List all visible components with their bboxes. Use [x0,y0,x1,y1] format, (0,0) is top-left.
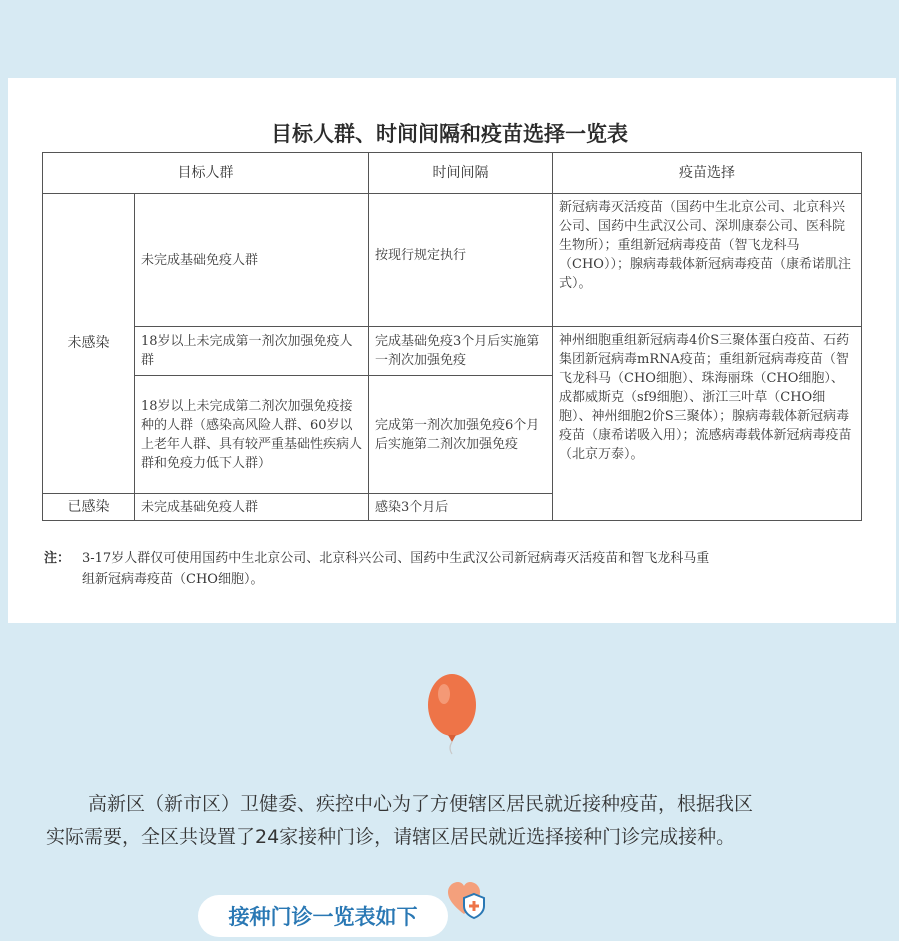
table-title: 目标人群、时间间隔和疫苗选择一览表 [271,121,628,146]
interval-text: 完成第一剂次加强免疫6个月后实施第二剂次加强免疫 [375,417,540,452]
interval-text: 感染3个月后 [375,499,449,515]
header-interval: 时间间隔 [368,152,553,194]
interval-text: 完成基础免疫3个月后实施第一剂次加强免疫 [375,334,540,368]
vaccine-cell [552,193,862,327]
intro-paragraph [46,788,866,854]
group-text: 未完成基础免疫人群 [141,252,259,268]
group-text: 18岁以上未完成第一剂次加强免疫人群 [141,334,353,368]
header-vaccine: 疫苗选择 [552,152,862,194]
vaccine-cell [552,326,862,521]
clinic-list-heading [198,895,448,937]
note-line-1 [44,548,864,569]
note-label: 注： [44,551,71,566]
note-line-2: 组新冠病毒疫苗（CHO细胞）。 [82,572,264,587]
vaccine-text: 新冠病毒灭活疫苗（国药中生北京公司、北京科兴公司、国药中生武汉公司、深圳康泰公司、医科院生物所）；重组新冠病毒疫苗（智飞龙科马（CHO））；腺病毒载体新冠病毒疫苗（康希诺肌注式）。 [559,200,851,291]
group-text: 18岁以上未完成第二剂次加强免疫接种的人群（感染高风险人群、60岁以上老年人群、具有较严重基础性疾病人群和免疫力低下人群） [141,398,363,471]
interval-text: 按现行规定执行 [375,248,467,263]
group-cell [134,375,369,494]
table-note [44,548,864,590]
balloon-icon [418,672,486,756]
vaccine-text: 神州细胞重组新冠病毒4价S三聚体蛋白疫苗、石药集团新冠病毒mRNA疫苗；重组新冠病毒疫苗（智飞龙科马（CHO细胞）、珠海丽珠（CHO细胞）、成都威斯克（sf9细胞）、浙江三叶草（CHO细胞）、神州细胞2价S三聚体）；腺病毒载体新冠病毒疫苗（康希诺吸入用）；流感病毒载体新冠病毒疫苗（北京万泰）。 [559,333,852,462]
status-uninfected: 未感染 [42,193,135,494]
group-cell [134,326,369,376]
note-text-1: 3-17岁人群仅可使用国药中生北京公司、北京科兴公司、国药中生武汉公司新冠病毒灭活疫苗和智飞龙科马重 [82,551,710,566]
status-infected: 已感染 [42,493,135,521]
header-target-group: 目标人群 [42,152,369,194]
interval-cell [368,493,553,521]
group-cell [134,193,369,327]
interval-cell [368,375,553,494]
heart-shield-icon [446,880,488,920]
vaccine-table [42,152,862,521]
intro-line-2: 实际需要，全区共设置了24家接种门诊，请辖区居民就近选择接种门诊完成接种。 [46,826,736,848]
intro-line-1: 高新区（新市区）卫健委、疾控中心为了方便辖区居民就近接种疫苗，根据我区 [88,793,754,815]
group-text: 未完成基础免疫人群 [141,499,259,515]
interval-cell [368,326,553,376]
top-banner [0,0,899,78]
group-cell [134,493,369,521]
interval-cell [368,193,553,327]
clinic-list-label: 接种门诊一览表如下 [228,905,418,929]
